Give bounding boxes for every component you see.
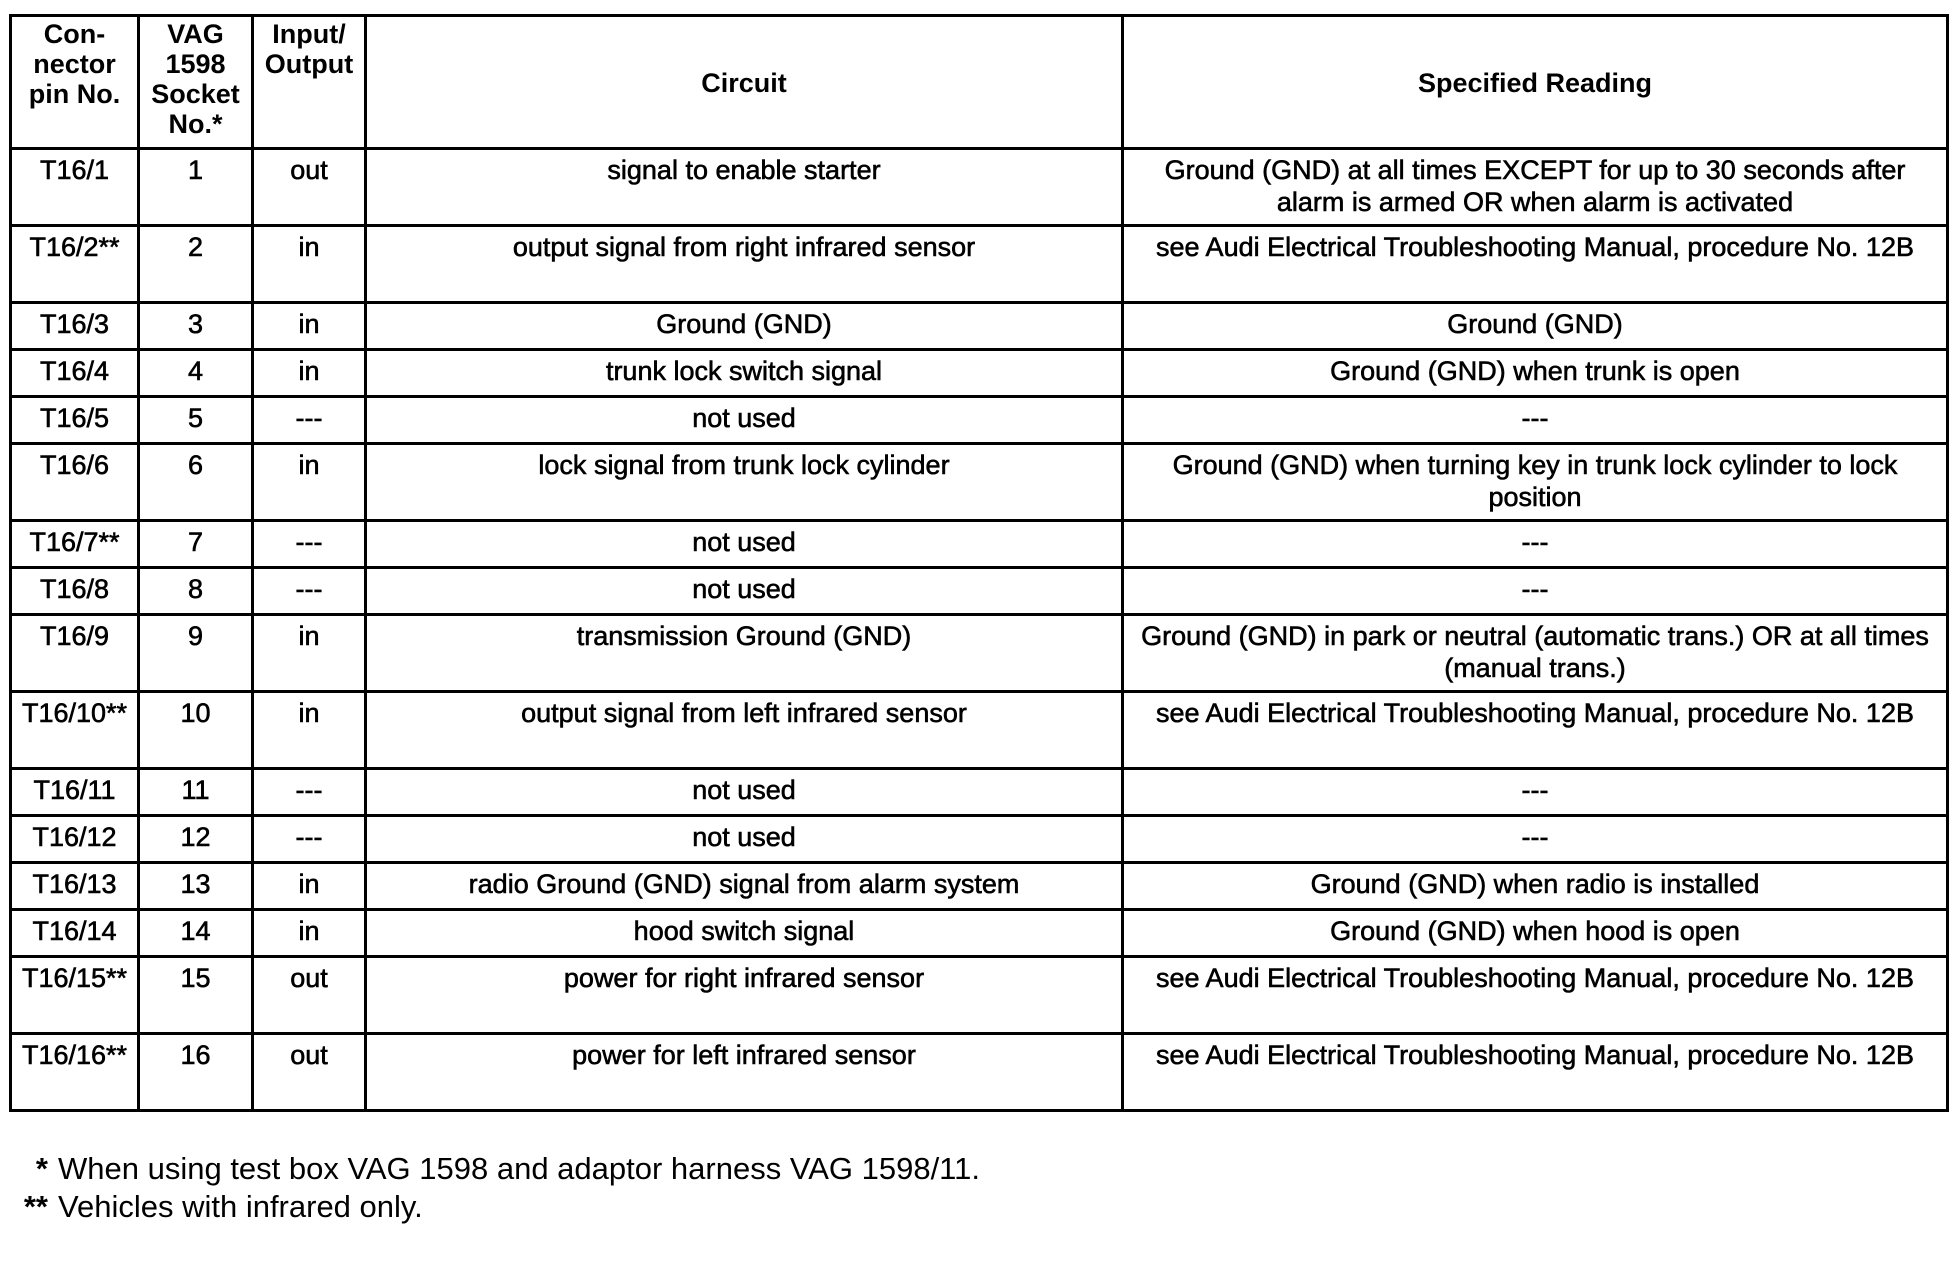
table-row <box>11 568 1948 615</box>
socket-cell: 11 <box>139 769 253 816</box>
input-output-cell: --- <box>253 397 366 444</box>
header-specified-reading: Specified Reading <box>1123 16 1948 149</box>
header-socket-line: VAG <box>167 19 224 49</box>
input-output-cell: out <box>253 149 366 226</box>
specified-reading-cell: Ground (GND) at all times EXCEPT for up to 30 seconds after alarm is armed OR when alarm is activated <box>1123 149 1948 226</box>
circuit-cell: power for left infrared sensor <box>366 1034 1123 1111</box>
socket-cell: 6 <box>139 444 253 521</box>
input-output-cell: in <box>253 910 366 957</box>
circuit-cell: not used <box>366 769 1123 816</box>
specified-reading-cell: Ground (GND) <box>1123 303 1948 350</box>
socket-cell: 12 <box>139 816 253 863</box>
specified-reading-cell: see Audi Electrical Troubleshooting Manual, procedure No. 12B <box>1123 957 1948 1034</box>
header-socket-line: 1598 <box>165 49 226 79</box>
specified-reading-cell: Ground (GND) when hood is open <box>1123 910 1948 957</box>
table-row <box>11 816 1948 863</box>
circuit-cell: not used <box>366 568 1123 615</box>
input-output-cell: in <box>253 444 366 521</box>
table-row <box>11 303 1948 350</box>
input-output-cell: --- <box>253 568 366 615</box>
specified-reading-cell: Ground (GND) when trunk is open <box>1123 350 1948 397</box>
input-output-cell: in <box>253 692 366 769</box>
circuit-cell: transmission Ground (GND) <box>366 615 1123 692</box>
socket-cell: 8 <box>139 568 253 615</box>
header-pin-no <box>11 16 139 149</box>
socket-cell: 15 <box>139 957 253 1034</box>
circuit-cell: Ground (GND) <box>366 303 1123 350</box>
specified-reading-cell: Ground (GND) when radio is installed <box>1123 863 1948 910</box>
pin-cell: T16/5 <box>11 397 139 444</box>
header-circuit: Circuit <box>366 16 1123 149</box>
socket-cell: 16 <box>139 1034 253 1111</box>
pin-cell: T16/14 <box>11 910 139 957</box>
pin-cell: T16/10** <box>11 692 139 769</box>
pin-cell: T16/11 <box>11 769 139 816</box>
socket-cell: 2 <box>139 226 253 303</box>
input-output-cell: out <box>253 957 366 1034</box>
input-output-cell: in <box>253 226 366 303</box>
header-pin-line: Con- <box>43 19 106 49</box>
pin-cell: T16/6 <box>11 444 139 521</box>
header-socket-no <box>139 16 253 149</box>
circuit-cell: power for right infrared sensor <box>366 957 1123 1034</box>
specified-reading-cell: Ground (GND) when turning key in trunk lock cylinder to lock position <box>1123 444 1948 521</box>
table-row <box>11 957 1948 1034</box>
circuit-cell: not used <box>366 521 1123 568</box>
pin-cell: T16/3 <box>11 303 139 350</box>
footnote <box>6 1188 980 1226</box>
socket-cell: 5 <box>139 397 253 444</box>
table-row <box>11 1034 1948 1111</box>
table-row <box>11 149 1948 226</box>
header-socket-line: No.* <box>168 109 223 139</box>
table-row <box>11 444 1948 521</box>
pin-cell: T16/1 <box>11 149 139 226</box>
specified-reading-cell: see Audi Electrical Troubleshooting Manual, procedure No. 12B <box>1123 226 1948 303</box>
table-header <box>11 16 1948 149</box>
circuit-cell: radio Ground (GND) signal from alarm system <box>366 863 1123 910</box>
footnote-text: When using test box VAG 1598 and adaptor harness VAG 1598/11. <box>58 1151 980 1186</box>
circuit-cell: output signal from right infrared sensor <box>366 226 1123 303</box>
table-row <box>11 226 1948 303</box>
circuit-cell: lock signal from trunk lock cylinder <box>366 444 1123 521</box>
table-row <box>11 769 1948 816</box>
pin-cell: T16/12 <box>11 816 139 863</box>
socket-cell: 1 <box>139 149 253 226</box>
input-output-cell: --- <box>253 521 366 568</box>
pin-cell: T16/9 <box>11 615 139 692</box>
pin-cell: T16/13 <box>11 863 139 910</box>
specified-reading-cell: see Audi Electrical Troubleshooting Manual, procedure No. 12B <box>1123 1034 1948 1111</box>
table-body <box>11 149 1948 1111</box>
socket-cell: 10 <box>139 692 253 769</box>
table-row <box>11 521 1948 568</box>
specified-reading-cell: --- <box>1123 816 1948 863</box>
circuit-cell: hood switch signal <box>366 910 1123 957</box>
socket-cell: 13 <box>139 863 253 910</box>
header-io-line: Input/ <box>272 19 346 49</box>
socket-cell: 3 <box>139 303 253 350</box>
specified-reading-cell: --- <box>1123 397 1948 444</box>
connector-pin-table <box>9 14 1949 1112</box>
socket-cell: 9 <box>139 615 253 692</box>
table-row <box>11 692 1948 769</box>
socket-cell: 7 <box>139 521 253 568</box>
header-socket-line: Socket <box>151 79 240 109</box>
socket-cell: 4 <box>139 350 253 397</box>
circuit-cell: not used <box>366 397 1123 444</box>
footnote-text: Vehicles with infrared only. <box>58 1189 423 1224</box>
input-output-cell: --- <box>253 769 366 816</box>
table-row <box>11 910 1948 957</box>
input-output-cell: out <box>253 1034 366 1111</box>
pin-cell: T16/8 <box>11 568 139 615</box>
specified-reading-cell: see Audi Electrical Troubleshooting Manual, procedure No. 12B <box>1123 692 1948 769</box>
table-row <box>11 615 1948 692</box>
specified-reading-cell: --- <box>1123 568 1948 615</box>
circuit-cell: signal to enable starter <box>366 149 1123 226</box>
input-output-cell: in <box>253 615 366 692</box>
input-output-cell: in <box>253 303 366 350</box>
circuit-cell: not used <box>366 816 1123 863</box>
pin-cell: T16/16** <box>11 1034 139 1111</box>
table-row <box>11 863 1948 910</box>
footnote <box>6 1150 980 1188</box>
table-row <box>11 350 1948 397</box>
footnotes <box>6 1150 980 1226</box>
specified-reading-cell: --- <box>1123 521 1948 568</box>
header-row <box>11 16 1948 149</box>
footnote-mark: ** <box>23 1189 48 1224</box>
pin-cell: T16/15** <box>11 957 139 1034</box>
header-pin-line: pin No. <box>28 79 121 109</box>
table-row <box>11 397 1948 444</box>
input-output-cell: in <box>253 350 366 397</box>
pin-cell: T16/7** <box>11 521 139 568</box>
input-output-cell: in <box>253 863 366 910</box>
circuit-cell: output signal from left infrared sensor <box>366 692 1123 769</box>
pin-cell: T16/2** <box>11 226 139 303</box>
pin-cell: T16/4 <box>11 350 139 397</box>
socket-cell: 14 <box>139 910 253 957</box>
specified-reading-cell: --- <box>1123 769 1948 816</box>
header-input-output <box>253 16 366 149</box>
header-pin-line: nector <box>33 49 116 79</box>
specified-reading-cell: Ground (GND) in park or neutral (automatic trans.) OR at all times (manual trans.) <box>1123 615 1948 692</box>
input-output-cell: --- <box>253 816 366 863</box>
circuit-cell: trunk lock switch signal <box>366 350 1123 397</box>
footnote-mark: * <box>35 1151 48 1186</box>
header-io-line: Output <box>264 49 354 79</box>
